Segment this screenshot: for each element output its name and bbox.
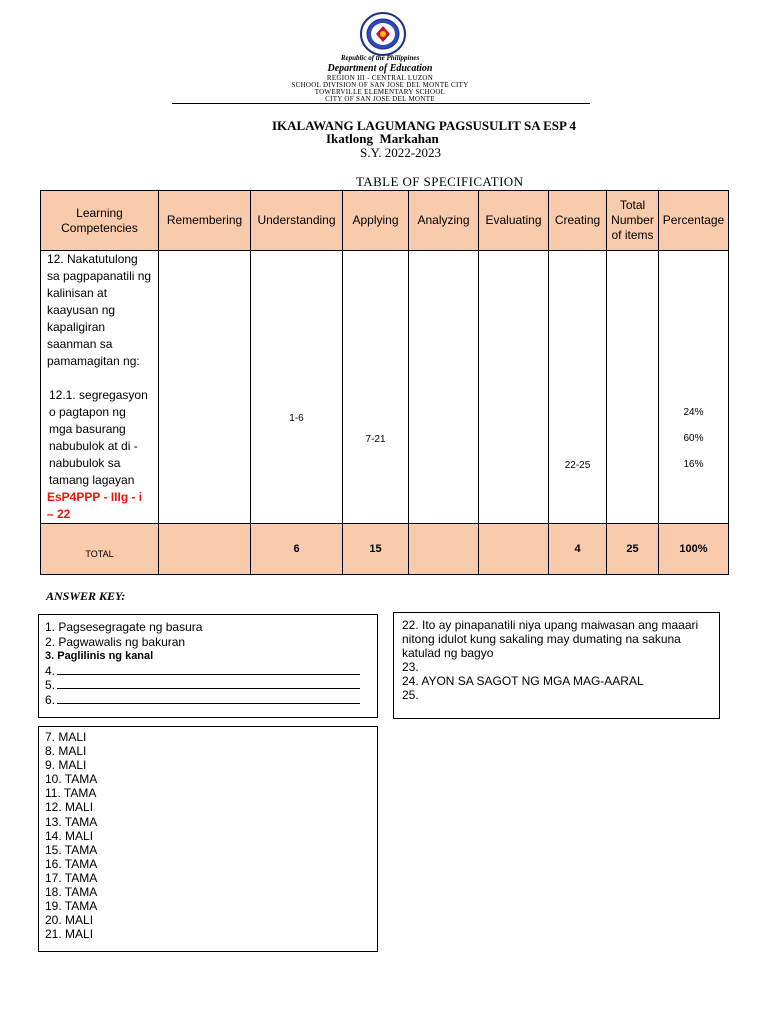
answer-box-1 xyxy=(38,614,378,718)
remembering-cell xyxy=(159,251,251,524)
answer-box-2 xyxy=(393,612,720,719)
total-value: 25 xyxy=(607,524,659,575)
total-value: 15 xyxy=(343,524,409,575)
understanding-cell xyxy=(251,251,343,524)
col-header: Applying xyxy=(343,191,409,251)
answer-line: 16. TAMA xyxy=(45,856,98,871)
answer-line xyxy=(45,693,371,708)
answer-line: 7. MALI xyxy=(45,730,87,744)
col-header: Understanding xyxy=(251,191,343,251)
table-title: TABLE OF SPECIFICATION xyxy=(356,174,524,189)
republic-line: Republic of the Philippines xyxy=(340,54,420,62)
total-value xyxy=(159,524,251,575)
answer-line: 14. MALI xyxy=(45,828,94,843)
exam-title: IKALAWANG LAGUMANG PAGSUSULIT SA ESP 4 xyxy=(272,118,576,133)
applying-cell xyxy=(343,251,409,524)
item-range: 1-6 xyxy=(289,413,304,424)
deped-seal-icon xyxy=(352,12,414,56)
answer-blank xyxy=(57,666,360,675)
answer-line: 24. AYON SA SAGOT NG MGA MAG-AARAL xyxy=(402,674,644,688)
school-line: TOWERVILLE ELEMENTARY SCHOOL xyxy=(314,88,446,96)
total-value: 100% xyxy=(659,524,729,575)
answer-line xyxy=(45,664,371,679)
col-header: Analyzing xyxy=(409,191,479,251)
answer-number: 6. xyxy=(45,692,56,707)
answer-line: 9. MALI xyxy=(45,758,87,773)
col-header: Remembering xyxy=(159,191,251,251)
competency-cell xyxy=(41,251,159,524)
specification-table xyxy=(40,190,729,575)
department-name: Department of Education xyxy=(327,63,433,74)
answer-key-label: ANSWER KEY: xyxy=(46,589,126,603)
evaluating-cell xyxy=(479,251,549,524)
percentage-cell xyxy=(659,251,729,524)
division-line: SCHOOL DIVISION OF SAN JOSE DEL MONTE CITY xyxy=(291,81,469,89)
answer-line: 17. TAMA xyxy=(45,870,98,885)
answer-number: 5. xyxy=(45,678,56,692)
item-range: 22-25 xyxy=(564,460,591,471)
header-divider xyxy=(172,103,590,104)
col-header: Percentage xyxy=(659,191,729,251)
answer-line: 13. TAMA xyxy=(45,814,98,829)
answer-line: 12. MALI xyxy=(45,800,94,815)
city-line: CITY OF SAN JOSE DEL MONTE xyxy=(325,95,435,103)
answer-line: 15. TAMA xyxy=(45,842,98,857)
total-label: TOTAL xyxy=(41,524,159,575)
answer-line: 8. MALI xyxy=(45,744,87,759)
competency-text: 12. Nakatutulong sa pagpapanatili ng kalinisan at kaayusan ng kapaligiran saanman sa pamamagitan ng: xyxy=(47,252,152,368)
total-items-cell xyxy=(607,251,659,524)
answer-line: 1. Pagsesegragate ng basura xyxy=(45,620,203,634)
total-row xyxy=(41,524,729,575)
col-header: Learning Competencies xyxy=(41,191,159,251)
total-value: 4 xyxy=(549,524,607,575)
answer-box-3 xyxy=(38,726,378,952)
col-header: Total Number of items xyxy=(607,191,659,251)
answer-line: 10. TAMA xyxy=(45,772,98,787)
answer-line: 2. Pagwawalis ng bakuran xyxy=(45,634,186,649)
sub-competency-text: 12.1. segregasyon o pagtapon ng mga basurang nabubulok at di - nabubulok sa tamang lagayan xyxy=(49,388,148,487)
answer-line: 20. MALI xyxy=(45,913,94,928)
total-value xyxy=(479,524,549,575)
total-value xyxy=(409,524,479,575)
creating-cell xyxy=(549,251,607,524)
total-value: 6 xyxy=(251,524,343,575)
competency-code: EsP4PPP - IIIg - i – 22 xyxy=(47,490,143,521)
answer-number: 4. xyxy=(45,663,56,678)
answer-line: 11. TAMA xyxy=(45,786,97,801)
answer-line: 22. Ito ay pinapanatili niya upang maiwasan ang maaari nitong idulot kung sakaling may dumating na sakuna katulad ng bagyo xyxy=(402,618,699,660)
answer-line: 25. xyxy=(402,688,419,702)
answer-blank xyxy=(57,695,360,704)
answer-line: 18. TAMA xyxy=(45,885,98,900)
table-header-row xyxy=(41,191,729,251)
answer-line xyxy=(45,678,371,693)
percentage-value: 16% xyxy=(683,459,704,470)
col-header: Creating xyxy=(549,191,607,251)
answer-line: 23. xyxy=(402,660,419,674)
answer-blank xyxy=(57,680,360,689)
col-header: Evaluating xyxy=(479,191,549,251)
quarter-title: Ikatlong Markahan xyxy=(326,131,439,146)
answer-line: 3. Paglilinis ng kanal xyxy=(45,650,154,662)
school-year: S.Y. 2022-2023 xyxy=(360,145,442,160)
answer-line: 21. MALI xyxy=(45,927,94,942)
percentage-value: 60% xyxy=(683,433,704,444)
item-range: 7-21 xyxy=(365,434,386,445)
percentage-value: 24% xyxy=(683,407,704,418)
table-row xyxy=(41,251,729,524)
answer-line: 19. TAMA xyxy=(45,899,98,914)
analyzing-cell xyxy=(409,251,479,524)
region-line: REGION III - CENTRAL LUZON xyxy=(326,74,434,82)
